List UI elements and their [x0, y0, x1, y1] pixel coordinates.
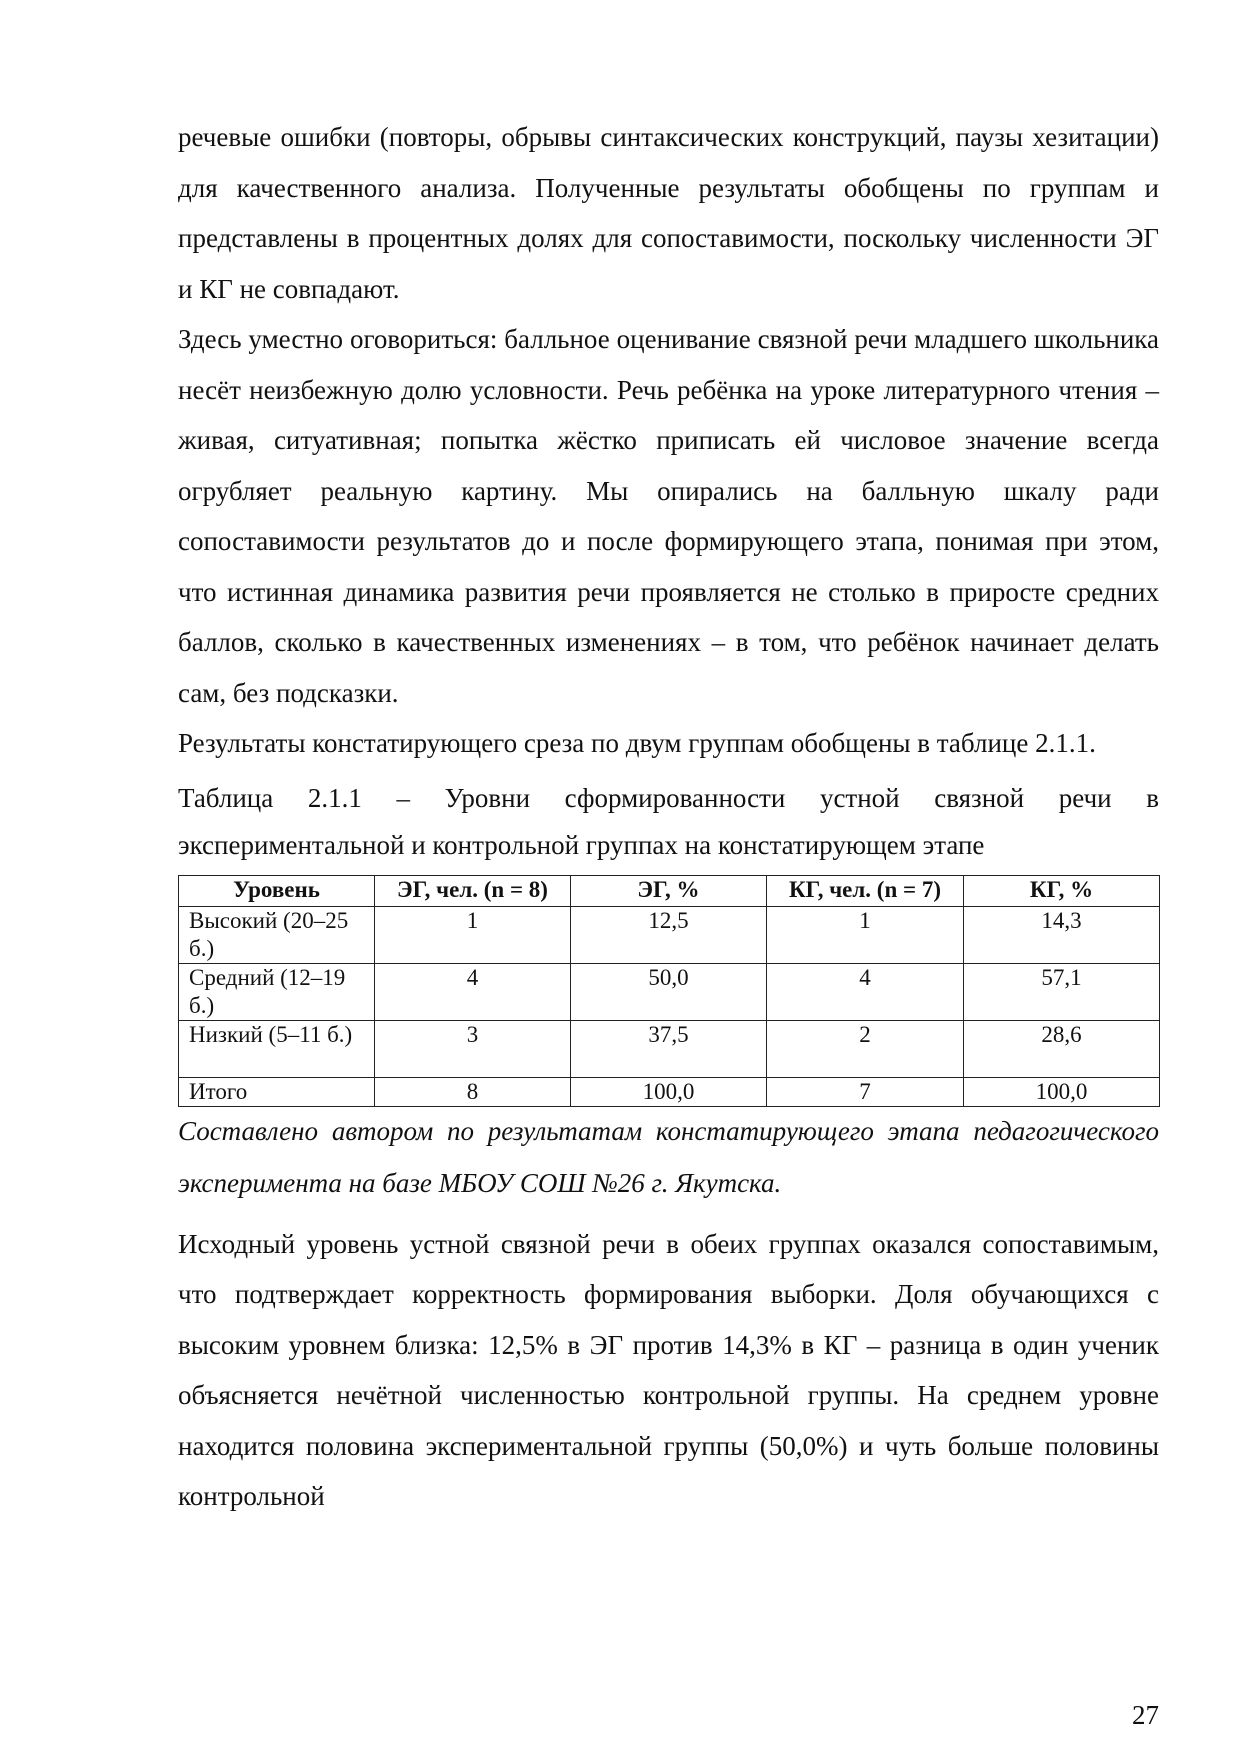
body-paragraph: Результаты констатирующего среза по двум группам обобщены в таблице 2.1.1.	[178, 728, 1096, 758]
table-cell: 7	[767, 1077, 964, 1106]
table-cell-level: Средний (12–19 б.)	[179, 963, 375, 1020]
table-source-note: Составлено автором по результатам констатирующего этапа педагогического эксперимента на базе МБОУ СОШ №26 г. Якутска.	[178, 1115, 1159, 1198]
table-header-row	[179, 875, 1160, 906]
table-row	[179, 963, 1160, 1020]
table-cell: 4	[767, 963, 964, 1020]
table-cell: 8	[375, 1077, 571, 1106]
document-page	[178, 112, 1159, 1522]
table-row	[179, 906, 1160, 963]
levels-table	[178, 875, 1160, 1107]
table-cell: 100,0	[964, 1077, 1160, 1106]
table-header-kg-percent: КГ, %	[964, 875, 1160, 906]
table-cell: 37,5	[571, 1020, 767, 1077]
table-caption: Таблица 2.1.1 – Уровни сформированности устной связной речи в экспериментальной и контрольной группах на констатирующем этапе	[178, 782, 1159, 860]
body-paragraph: Здесь уместно оговориться: балльное оценивание связной речи младшего школьника несёт неизбежную долю условности. Речь ребёнка на уроке литературного чтения – живая, ситуативная; попытка жёстко приписать ей числовое значение всегда огрубляет реальную картину. Мы опирались на балльную шкалу ради сопоставимости результатов до и после формирующего этапа, понимая при этом, что истинная динамика развития речи проявляется не столько в приросте средних баллов, сколько в качественных изменениях – в том, что ребёнок начинает делать сам, без подсказки.	[178, 324, 1159, 708]
table-row-total	[179, 1077, 1160, 1106]
table-cell: 57,1	[964, 963, 1160, 1020]
table-cell: 2	[767, 1020, 964, 1077]
table-cell: 4	[375, 963, 571, 1020]
table-header-eg-percent: ЭГ, %	[571, 875, 767, 906]
table-cell: 100,0	[571, 1077, 767, 1106]
table-header-kg-count: КГ, чел. (n = 7)	[767, 875, 964, 906]
body-paragraph: Исходный уровень устной связной речи в обеих группах оказался сопоставимым, что подтверждает корректность формирования выборки. Доля обучающихся с высоким уровнем близка: 12,5% в ЭГ против 14,3% в КГ – разница в один ученик объясняется нечётной численностью контрольной группы. На среднем уровне находится половина экспериментальной группы (50,0%) и чуть больше половины контрольной	[178, 1228, 1159, 1511]
table-row	[179, 1020, 1160, 1077]
table-cell: 1	[375, 906, 571, 963]
table-cell-level: Низкий (5–11 б.)	[179, 1020, 375, 1077]
table-cell: 1	[767, 906, 964, 963]
table-cell: 50,0	[571, 963, 767, 1020]
body-paragraph: речевые ошибки (повторы, обрывы синтаксических конструкций, паузы хезитации) для качественного анализа. Полученные результаты обобщены по группам и представлены в процентных долях для сопоставимости, поскольку численности ЭГ и КГ не совпадают.	[178, 122, 1159, 304]
table-header-level: Уровень	[179, 875, 375, 906]
table-cell: 12,5	[571, 906, 767, 963]
table-cell-level: Итого	[179, 1077, 375, 1106]
table-cell-level: Высокий (20–25 б.)	[179, 906, 375, 963]
table-cell: 14,3	[964, 906, 1160, 963]
table-cell: 28,6	[964, 1020, 1160, 1077]
table-cell: 3	[375, 1020, 571, 1077]
table-header-eg-count: ЭГ, чел. (n = 8)	[375, 875, 571, 906]
page-number: 27	[1132, 1700, 1159, 1730]
